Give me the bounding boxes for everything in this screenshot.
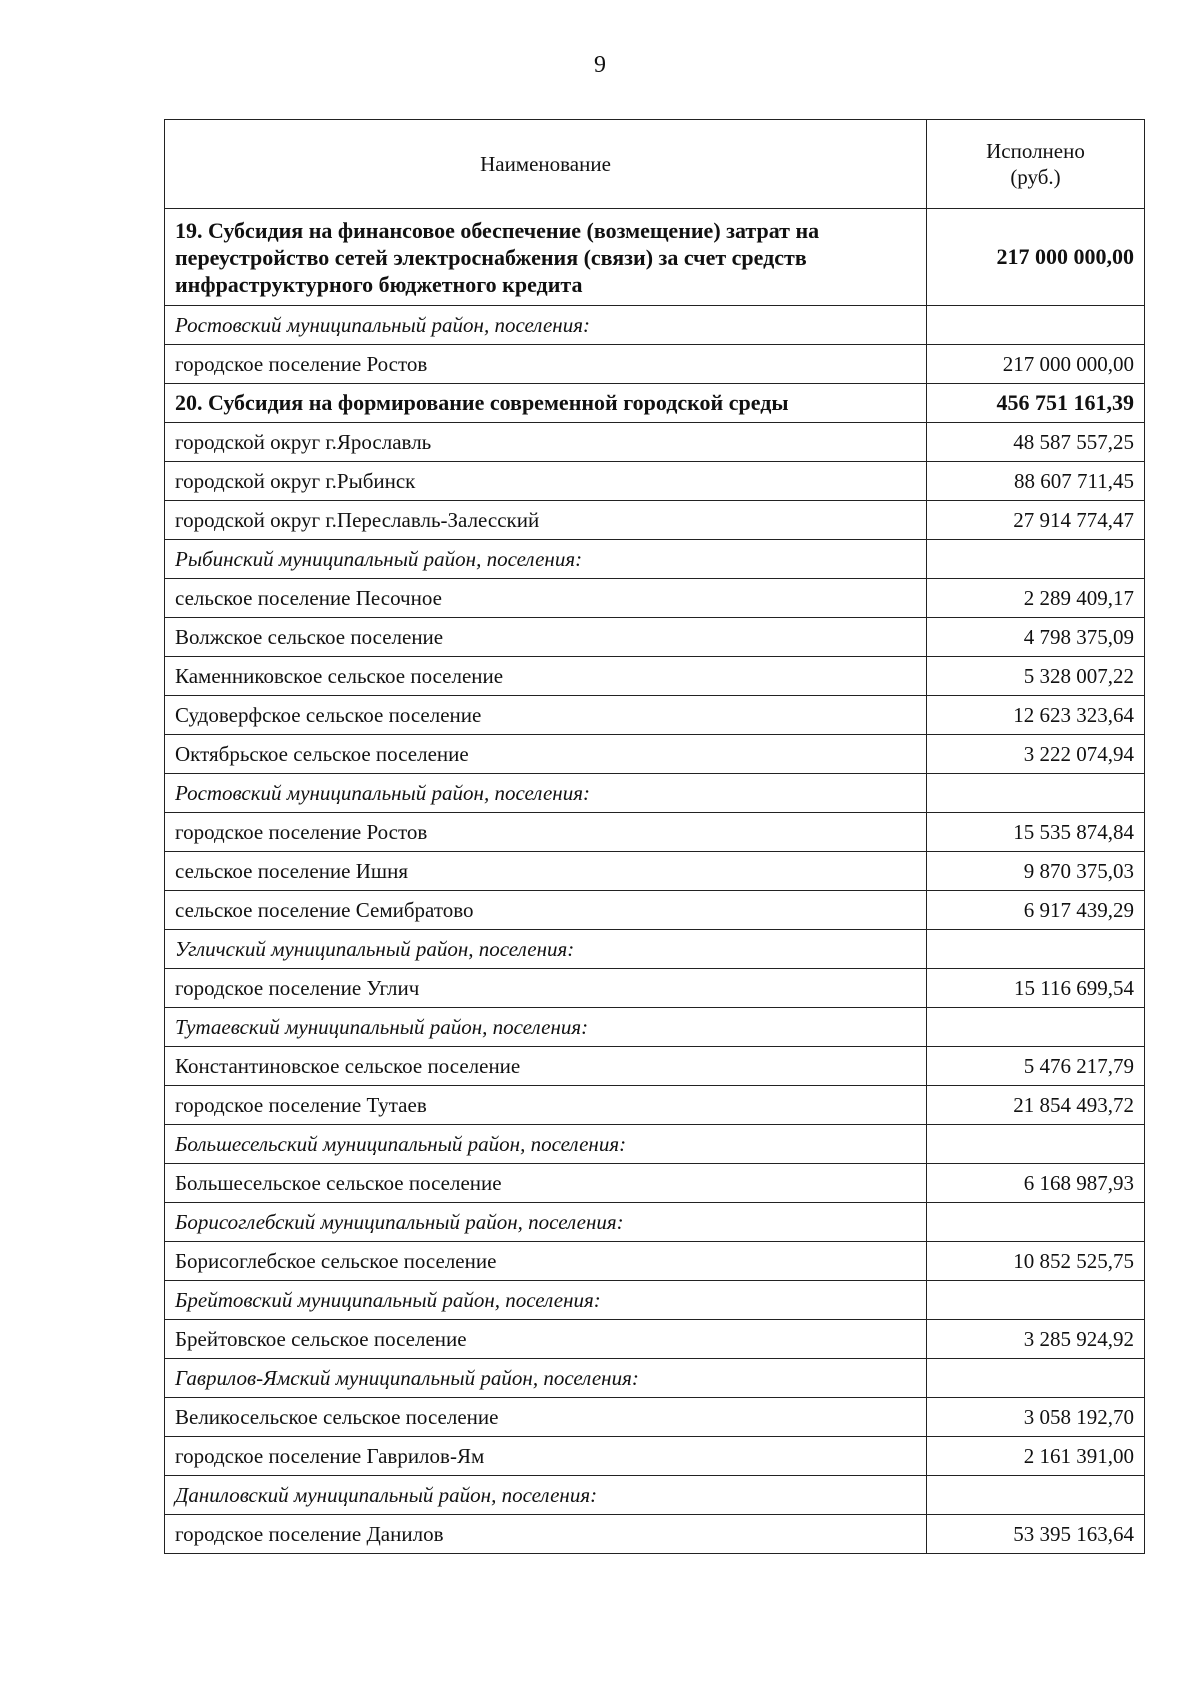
executed-amount-cell: 217 000 000,00 — [927, 345, 1145, 384]
executed-amount-cell: 15 116 699,54 — [927, 969, 1145, 1008]
district-header-row — [165, 306, 1145, 345]
row-name-cell: 19. Субсидия на финансовое обеспечение (возмещение) затрат на переустройство сетей электроснабжения (связи) за счет средств инфраструктурного бюджетного кредита — [165, 209, 927, 306]
executed-amount-cell: 6 917 439,29 — [927, 891, 1145, 930]
table-row — [165, 1047, 1145, 1086]
row-name-cell: городское поселение Углич — [165, 969, 927, 1008]
row-name-cell: Брейтовское сельское поселение — [165, 1320, 927, 1359]
row-name-cell: сельское поселение Семибратово — [165, 891, 927, 930]
district-header-row — [165, 1476, 1145, 1515]
district-name-cell: Тутаевский муниципальный район, поселения: — [165, 1008, 927, 1047]
row-name-cell: городское поселение Ростов — [165, 345, 927, 384]
row-name-cell: Судоверфское сельское поселение — [165, 696, 927, 735]
executed-amount-cell: 88 607 711,45 — [927, 462, 1145, 501]
district-header-row — [165, 930, 1145, 969]
executed-amount-cell — [927, 306, 1145, 345]
district-name-cell: Даниловский муниципальный район, поселения: — [165, 1476, 927, 1515]
executed-amount-cell: 2 161 391,00 — [927, 1437, 1145, 1476]
district-name-cell: Ростовский муниципальный район, поселения: — [165, 774, 927, 813]
executed-amount-cell: 53 395 163,64 — [927, 1515, 1145, 1554]
executed-amount-cell: 6 168 987,93 — [927, 1164, 1145, 1203]
district-header-row — [165, 1203, 1145, 1242]
executed-amount-cell: 21 854 493,72 — [927, 1086, 1145, 1125]
district-header-row — [165, 1281, 1145, 1320]
row-name-cell: Константиновское сельское поселение — [165, 1047, 927, 1086]
table-row — [165, 1515, 1145, 1554]
section-row — [165, 209, 1145, 306]
row-name-cell: городское поселение Гаврилов-Ям — [165, 1437, 927, 1476]
table-header-row — [165, 120, 1145, 209]
executed-amount-cell — [927, 774, 1145, 813]
district-name-cell: Большесельский муниципальный район, поселения: — [165, 1125, 927, 1164]
executed-amount-cell: 3 222 074,94 — [927, 735, 1145, 774]
table-row — [165, 735, 1145, 774]
executed-amount-cell — [927, 1281, 1145, 1320]
table-row — [165, 813, 1145, 852]
table-row — [165, 345, 1145, 384]
column-header-executed-line1: Исполнено — [986, 139, 1085, 163]
district-header-row — [165, 540, 1145, 579]
table-row — [165, 1086, 1145, 1125]
executed-amount-cell — [927, 1008, 1145, 1047]
table-row — [165, 1164, 1145, 1203]
executed-amount-cell — [927, 1203, 1145, 1242]
executed-amount-cell — [927, 1125, 1145, 1164]
executed-amount-cell: 9 870 375,03 — [927, 852, 1145, 891]
executed-amount-cell — [927, 930, 1145, 969]
district-name-cell: Борисоглебский муниципальный район, поселения: — [165, 1203, 927, 1242]
executed-amount-cell: 12 623 323,64 — [927, 696, 1145, 735]
table-body — [165, 209, 1145, 1554]
row-name-cell: Волжское сельское поселение — [165, 618, 927, 657]
table-row — [165, 1437, 1145, 1476]
district-name-cell: Рыбинский муниципальный район, поселения: — [165, 540, 927, 579]
row-name-cell: Большесельское сельское поселение — [165, 1164, 927, 1203]
table-row — [165, 891, 1145, 930]
table-row — [165, 501, 1145, 540]
row-name-cell: Каменниковское сельское поселение — [165, 657, 927, 696]
executed-amount-cell: 3 058 192,70 — [927, 1398, 1145, 1437]
column-header-executed-line2: (руб.) — [1010, 165, 1061, 189]
executed-amount-cell: 217 000 000,00 — [927, 209, 1145, 306]
budget-execution-table — [164, 119, 1145, 1554]
row-name-cell: городской округ г.Переславль-Залесский — [165, 501, 927, 540]
row-name-cell: сельское поселение Ишня — [165, 852, 927, 891]
row-name-cell: 20. Субсидия на формирование современной городской среды — [165, 384, 927, 423]
row-name-cell: сельское поселение Песочное — [165, 579, 927, 618]
table-row — [165, 1398, 1145, 1437]
executed-amount-cell: 2 289 409,17 — [927, 579, 1145, 618]
district-header-row — [165, 774, 1145, 813]
row-name-cell: городской округ г.Ярославль — [165, 423, 927, 462]
executed-amount-cell: 5 328 007,22 — [927, 657, 1145, 696]
column-header-executed — [927, 120, 1145, 209]
executed-amount-cell: 3 285 924,92 — [927, 1320, 1145, 1359]
executed-amount-cell — [927, 540, 1145, 579]
district-name-cell: Гаврилов-Ямский муниципальный район, поселения: — [165, 1359, 927, 1398]
table-row — [165, 462, 1145, 501]
table-row — [165, 657, 1145, 696]
executed-amount-cell: 4 798 375,09 — [927, 618, 1145, 657]
table-row — [165, 618, 1145, 657]
row-name-cell: Борисоглебское сельское поселение — [165, 1242, 927, 1281]
table-row — [165, 1242, 1145, 1281]
district-name-cell: Брейтовский муниципальный район, поселения: — [165, 1281, 927, 1320]
column-header-name: Наименование — [165, 120, 927, 209]
district-header-row — [165, 1359, 1145, 1398]
row-name-cell: городской округ г.Рыбинск — [165, 462, 927, 501]
table-row — [165, 969, 1145, 1008]
row-name-cell: Октябрьское сельское поселение — [165, 735, 927, 774]
executed-amount-cell: 10 852 525,75 — [927, 1242, 1145, 1281]
row-name-cell: городское поселение Данилов — [165, 1515, 927, 1554]
executed-amount-cell: 5 476 217,79 — [927, 1047, 1145, 1086]
executed-amount-cell: 15 535 874,84 — [927, 813, 1145, 852]
table-row — [165, 423, 1145, 462]
district-header-row — [165, 1125, 1145, 1164]
row-name-cell: городское поселение Ростов — [165, 813, 927, 852]
section-row — [165, 384, 1145, 423]
table-row — [165, 696, 1145, 735]
row-name-cell: Великосельское сельское поселение — [165, 1398, 927, 1437]
table-row — [165, 1320, 1145, 1359]
page-number: 9 — [594, 52, 606, 78]
row-name-cell: городское поселение Тутаев — [165, 1086, 927, 1125]
district-header-row — [165, 1008, 1145, 1047]
executed-amount-cell: 48 587 557,25 — [927, 423, 1145, 462]
executed-amount-cell — [927, 1359, 1145, 1398]
executed-amount-cell: 27 914 774,47 — [927, 501, 1145, 540]
district-name-cell: Угличский муниципальный район, поселения: — [165, 930, 927, 969]
executed-amount-cell: 456 751 161,39 — [927, 384, 1145, 423]
district-name-cell: Ростовский муниципальный район, поселения: — [165, 306, 927, 345]
table-row — [165, 852, 1145, 891]
table-row — [165, 579, 1145, 618]
executed-amount-cell — [927, 1476, 1145, 1515]
